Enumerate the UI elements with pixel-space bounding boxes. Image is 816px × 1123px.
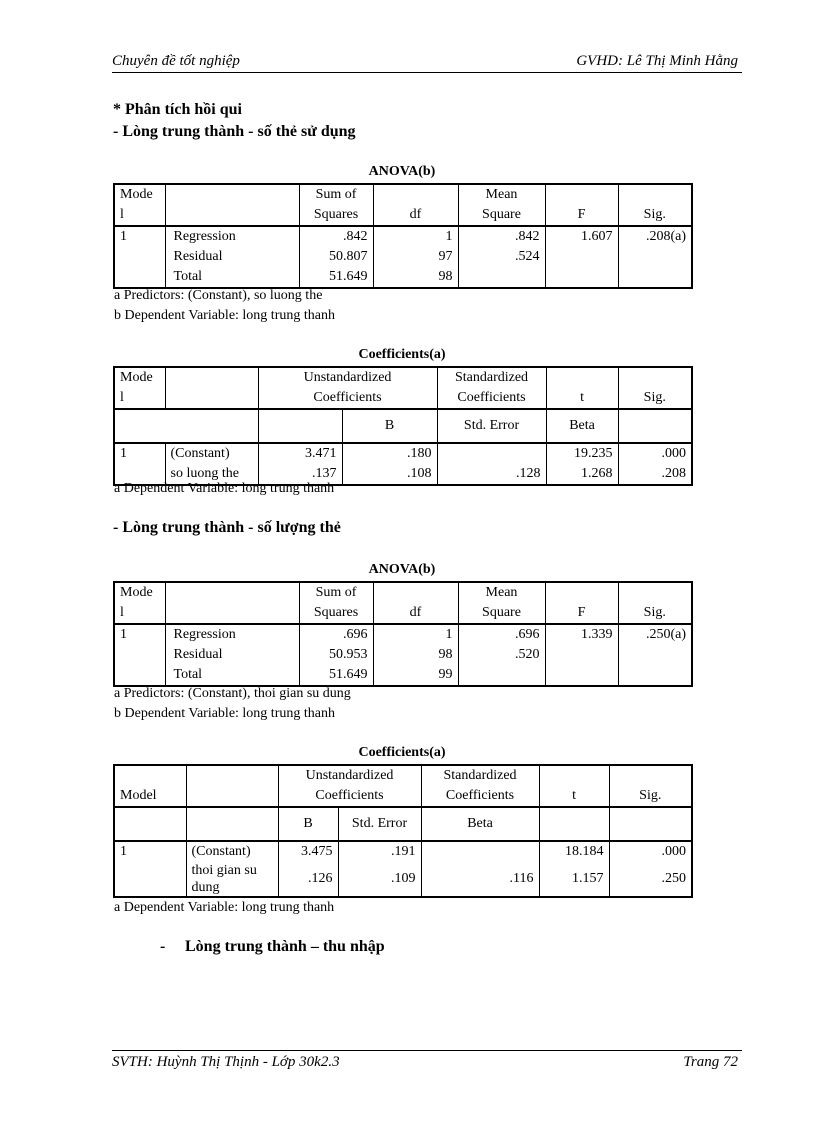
anova2-h-f: F bbox=[545, 582, 618, 624]
bullet-dash: - bbox=[160, 938, 166, 955]
coef1-h-se: Std. Error bbox=[437, 409, 546, 443]
header-supervisor: GVHD: Lê Thị Minh Hằng bbox=[576, 53, 738, 69]
anova1-title: ANOVA(b) bbox=[368, 164, 436, 179]
coef1-table bbox=[113, 366, 693, 486]
anova1-h-model: Mode l bbox=[120, 187, 153, 222]
anova2-title: ANOVA(b) bbox=[368, 562, 436, 577]
anova1-h-f: F bbox=[545, 184, 618, 226]
coef2-h-unstd: Unstandardized Coefficients bbox=[278, 765, 421, 807]
section-heading: * Phân tích hồi qui bbox=[113, 101, 242, 118]
coef2-note: a Dependent Variable: long trung thanh bbox=[114, 900, 335, 915]
anova1-h-df: df bbox=[373, 184, 458, 226]
anova1-h-ms: Mean Square bbox=[458, 184, 545, 226]
coef2-h-beta: Beta bbox=[421, 807, 539, 841]
coef2-h-se: Std. Error bbox=[338, 807, 421, 841]
coef2-h-sig: Sig. bbox=[609, 765, 692, 807]
anova2-note-b: b Dependent Variable: long trung thanh bbox=[114, 706, 335, 721]
anova2-note-a: a Predictors: (Constant), thoi gian su dung bbox=[114, 686, 351, 701]
coef2-h-model: Model bbox=[120, 788, 157, 803]
subsection-heading-1: - Lòng trung thành - số thẻ sử dụng bbox=[113, 123, 356, 140]
coef1-h-t: t bbox=[546, 367, 618, 409]
header-rule bbox=[112, 72, 742, 73]
coef2-h-b: B bbox=[278, 807, 338, 841]
anova2-h-ms: Mean Square bbox=[458, 582, 545, 624]
coef1-h-model: Mode l bbox=[120, 370, 153, 405]
subsection-heading-3: Lòng trung thành – thu nhập bbox=[185, 938, 385, 955]
anova2-h-model: Mode l bbox=[120, 585, 153, 620]
coef1-h-std: Standardized Coefficients bbox=[437, 367, 546, 409]
footer-author: SVTH: Huỳnh Thị Thịnh - Lớp 30k2.3 bbox=[112, 1054, 340, 1070]
header-title: Chuyên đề tốt nghiệp bbox=[112, 53, 240, 69]
anova2-h-df: df bbox=[373, 582, 458, 624]
anova1-note-b: b Dependent Variable: long trung thanh bbox=[114, 308, 335, 323]
coef2-table bbox=[113, 764, 693, 898]
coef2-title: Coefficients(a) bbox=[358, 745, 446, 760]
anova1-table bbox=[113, 183, 693, 289]
subsection-heading-2: - Lòng trung thành - số lượng thẻ bbox=[113, 519, 341, 536]
anova2-h-ss: Sum of Squares bbox=[299, 582, 373, 624]
coef2-h-std: Standardized Coefficients bbox=[421, 765, 539, 807]
coef1-title: Coefficients(a) bbox=[358, 347, 446, 362]
coef1-h-beta: Beta bbox=[546, 409, 618, 443]
table-row: 1 Regression Residual Total .842 50.807 51.649 1 97 98 .842 .524 1.607 .208(a) bbox=[114, 226, 692, 288]
coef1-h-sig: Sig. bbox=[618, 367, 692, 409]
anova1-h-sig: Sig. bbox=[618, 184, 692, 226]
page-number: Trang 72 bbox=[683, 1054, 738, 1070]
table-row: 1 (Constant) so luong the 3.471 .137 .180 .108 .128 19.235 1.268 .000 .208 bbox=[114, 443, 692, 485]
anova1-h-ss: Sum of Squares bbox=[299, 184, 373, 226]
anova2-h-sig: Sig. bbox=[618, 582, 692, 624]
table-row: thoi gian su dung .126 .109 .116 1.157 .250 bbox=[114, 862, 692, 897]
table-row: 1 (Constant) 3.475 .191 18.184 .000 bbox=[114, 841, 692, 862]
coef1-h-b: B bbox=[342, 409, 437, 443]
anova1-note-a: a Predictors: (Constant), so luong the bbox=[114, 288, 323, 303]
coef2-h-t: t bbox=[539, 765, 609, 807]
coef1-h-unstd: Unstandardized Coefficients bbox=[258, 367, 437, 409]
coef1-note: a Dependent Variable: long trung thanh bbox=[114, 481, 335, 496]
anova2-table bbox=[113, 581, 693, 687]
footer-rule bbox=[112, 1050, 742, 1051]
table-row: 1 Regression Residual Total .696 50.953 51.649 1 98 99 .696 .520 1.339 .250(a) bbox=[114, 624, 692, 686]
